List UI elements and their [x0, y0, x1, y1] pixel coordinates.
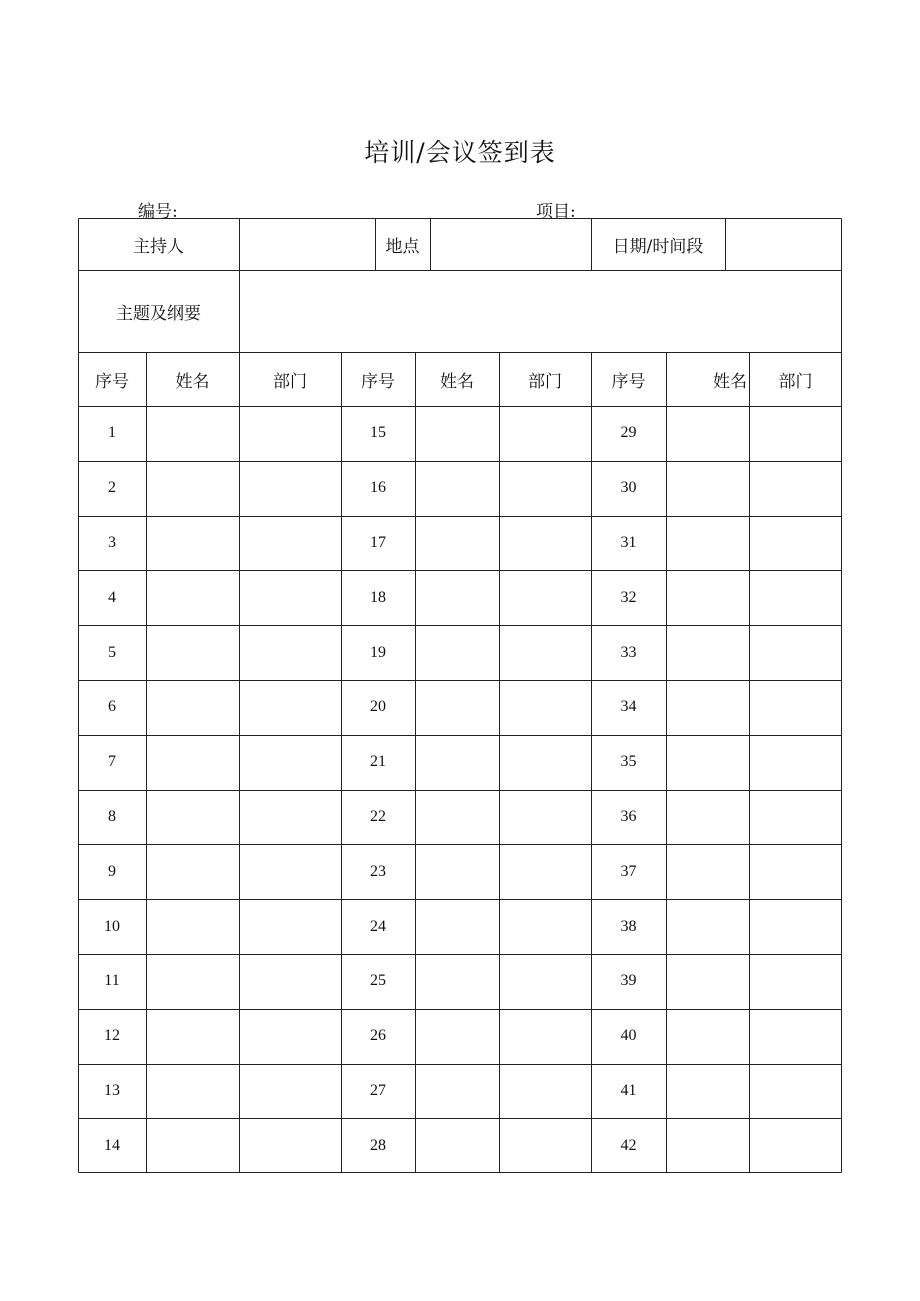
row-number: 31 [620, 533, 637, 551]
place-field[interactable] [430, 218, 591, 270]
row-number: 13 [104, 1081, 120, 1099]
name-cell[interactable] [146, 516, 239, 571]
topic-label: 主题及纲要 [116, 303, 201, 324]
code-label: 编号: [138, 202, 178, 222]
sign-in-table [78, 218, 842, 1173]
department-cell[interactable] [749, 844, 842, 899]
row-number: 7 [108, 753, 116, 771]
name-cell[interactable] [666, 461, 749, 516]
department-cell[interactable] [499, 625, 591, 680]
name-cell[interactable] [146, 790, 239, 845]
row-number: 30 [620, 479, 637, 497]
column-header: 部门 [273, 371, 307, 392]
column-header: 姓名 [175, 371, 210, 392]
name-cell[interactable] [666, 570, 749, 625]
name-cell[interactable] [666, 1064, 749, 1119]
name-cell[interactable] [415, 790, 499, 845]
name-cell[interactable] [666, 735, 749, 790]
row-number: 1 [108, 424, 116, 442]
name-cell[interactable] [666, 516, 749, 571]
department-cell[interactable] [749, 735, 842, 790]
row-number: 35 [620, 753, 637, 771]
name-cell[interactable] [415, 954, 499, 1009]
department-cell[interactable] [749, 954, 842, 1009]
department-cell[interactable] [239, 406, 341, 461]
department-cell[interactable] [749, 406, 842, 461]
row-number: 15 [370, 424, 386, 442]
department-cell[interactable] [749, 461, 842, 516]
row-number: 9 [108, 862, 116, 880]
name-cell[interactable] [146, 680, 239, 735]
department-cell[interactable] [239, 1064, 341, 1119]
row-number: 19 [370, 643, 386, 661]
department-cell[interactable] [749, 570, 842, 625]
department-cell[interactable] [499, 844, 591, 899]
department-cell[interactable] [499, 1009, 591, 1064]
row-number: 2 [108, 479, 116, 497]
row-number: 40 [620, 1027, 637, 1045]
row-number: 11 [104, 972, 120, 990]
row-number: 42 [620, 1136, 637, 1154]
department-cell[interactable] [749, 1118, 842, 1173]
name-cell[interactable] [146, 570, 239, 625]
page-title: 培训/会议签到表 [364, 138, 556, 167]
name-cell[interactable] [415, 899, 499, 954]
topic-field[interactable] [239, 270, 842, 352]
department-cell[interactable] [749, 1064, 842, 1119]
department-cell[interactable] [239, 844, 341, 899]
name-cell[interactable] [415, 461, 499, 516]
department-cell[interactable] [499, 735, 591, 790]
column-header: 序号 [95, 371, 129, 392]
name-cell[interactable] [146, 406, 239, 461]
department-cell[interactable] [749, 899, 842, 954]
department-cell[interactable] [239, 516, 341, 571]
name-cell[interactable] [666, 954, 749, 1009]
department-cell[interactable] [239, 899, 341, 954]
name-cell[interactable] [146, 1009, 239, 1064]
department-cell[interactable] [499, 680, 591, 735]
department-cell[interactable] [749, 516, 842, 571]
place-label: 地点 [385, 236, 420, 257]
row-number: 39 [620, 972, 637, 990]
row-number: 4 [108, 588, 116, 606]
row-number: 25 [370, 972, 386, 990]
row-number: 20 [370, 698, 386, 716]
department-cell[interactable] [239, 790, 341, 845]
name-cell[interactable] [146, 1118, 239, 1173]
department-cell[interactable] [749, 1009, 842, 1064]
row-number: 8 [108, 807, 116, 825]
name-cell[interactable] [666, 625, 749, 680]
column-header: 部门 [778, 371, 813, 392]
row-number: 26 [370, 1027, 386, 1045]
row-number: 3 [108, 533, 116, 551]
department-cell[interactable] [749, 625, 842, 680]
host-label: 主持人 [133, 236, 184, 257]
column-header: 姓名 [440, 371, 474, 392]
row-number: 22 [370, 807, 386, 825]
name-cell[interactable] [146, 461, 239, 516]
row-number: 29 [620, 424, 637, 442]
name-cell[interactable] [415, 844, 499, 899]
name-cell[interactable] [415, 1064, 499, 1119]
name-cell[interactable] [666, 844, 749, 899]
department-cell[interactable] [239, 461, 341, 516]
name-cell[interactable] [146, 625, 239, 680]
department-cell[interactable] [749, 680, 842, 735]
name-cell[interactable] [415, 680, 499, 735]
row-number: 23 [370, 862, 386, 880]
name-cell[interactable] [415, 1118, 499, 1173]
column-header: 序号 [361, 371, 395, 392]
row-number: 27 [370, 1081, 386, 1099]
name-cell[interactable] [415, 625, 499, 680]
department-cell[interactable] [239, 570, 341, 625]
row-number: 21 [370, 753, 386, 771]
datetime-field[interactable] [725, 218, 842, 270]
name-cell[interactable] [415, 735, 499, 790]
row-number: 5 [108, 643, 116, 661]
department-cell[interactable] [499, 954, 591, 1009]
name-cell[interactable] [146, 954, 239, 1009]
name-cell[interactable] [415, 406, 499, 461]
name-cell[interactable] [146, 899, 239, 954]
row-number: 38 [620, 917, 637, 935]
row-number: 14 [104, 1136, 120, 1154]
department-cell[interactable] [239, 735, 341, 790]
project-label: 项目: [536, 202, 576, 222]
host-field[interactable] [239, 218, 375, 270]
name-cell[interactable] [146, 735, 239, 790]
department-cell[interactable] [499, 899, 591, 954]
name-cell[interactable] [146, 1064, 239, 1119]
name-cell[interactable] [415, 570, 499, 625]
datetime-label: 日期/时间段 [612, 236, 704, 257]
department-cell[interactable] [499, 516, 591, 571]
department-cell[interactable] [749, 790, 842, 845]
department-cell[interactable] [499, 790, 591, 845]
column-header: 部门 [528, 371, 562, 392]
row-number: 32 [620, 588, 637, 606]
department-cell[interactable] [239, 954, 341, 1009]
name-cell[interactable] [666, 1009, 749, 1064]
row-number: 37 [620, 862, 637, 880]
department-cell[interactable] [239, 1118, 341, 1173]
department-cell[interactable] [239, 625, 341, 680]
row-number: 12 [104, 1027, 120, 1045]
row-number: 10 [104, 917, 120, 935]
name-cell[interactable] [666, 899, 749, 954]
row-number: 24 [370, 917, 386, 935]
department-cell[interactable] [499, 406, 591, 461]
name-cell[interactable] [666, 406, 749, 461]
column-header: 姓名 [713, 371, 747, 392]
name-cell[interactable] [146, 844, 239, 899]
row-number: 34 [620, 698, 637, 716]
department-cell[interactable] [239, 1009, 341, 1064]
row-number: 16 [370, 479, 386, 497]
department-cell[interactable] [499, 570, 591, 625]
department-cell[interactable] [499, 1118, 591, 1173]
row-number: 18 [370, 588, 386, 606]
name-cell[interactable] [666, 1118, 749, 1173]
column-header: 序号 [611, 371, 646, 392]
name-cell[interactable] [415, 1009, 499, 1064]
row-number: 6 [108, 698, 116, 716]
row-number: 33 [620, 643, 637, 661]
row-number: 36 [620, 807, 637, 825]
row-number: 41 [620, 1081, 637, 1099]
row-number: 17 [370, 533, 386, 551]
name-cell[interactable] [666, 790, 749, 845]
name-cell[interactable] [666, 680, 749, 735]
department-cell[interactable] [239, 680, 341, 735]
row-number: 28 [370, 1136, 386, 1154]
department-cell[interactable] [499, 1064, 591, 1119]
department-cell[interactable] [499, 461, 591, 516]
name-cell[interactable] [415, 516, 499, 571]
